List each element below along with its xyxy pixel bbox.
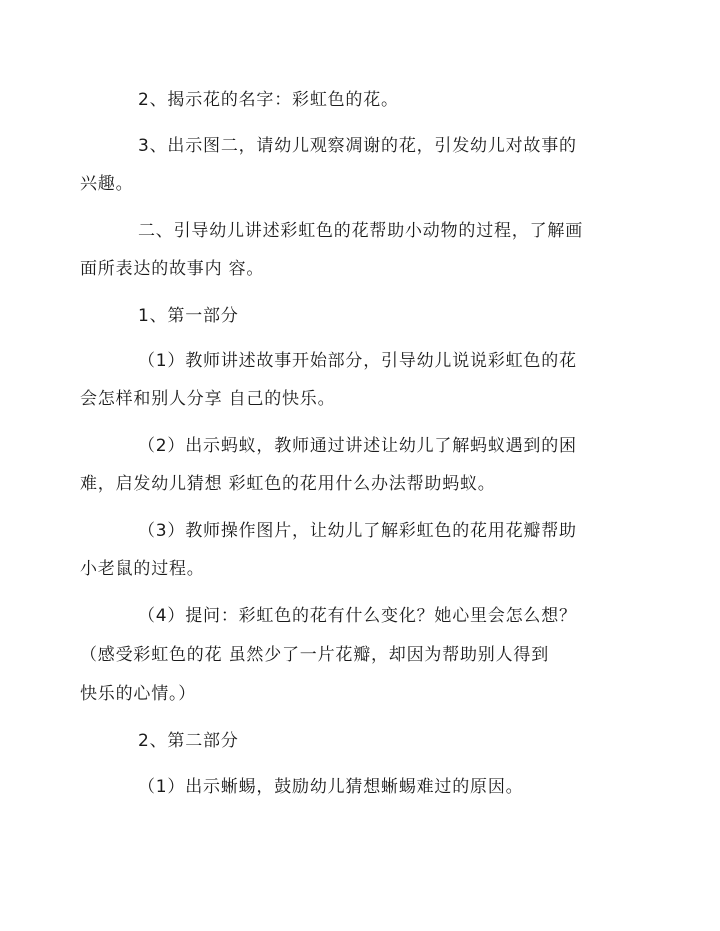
paragraph-line: （1）出示蜥蜴，鼓励幼儿猜想蜥蜴难过的原因。 <box>138 777 524 797</box>
paragraph-line: 难，启发幼儿猜想 彩虹色的花用什么办法帮助蚂蚁。 <box>80 474 496 494</box>
paragraph-line: 3、出示图二，请幼儿观察凋谢的花，引发幼儿对故事的 <box>138 136 577 156</box>
paragraph-line: 2、揭示花的名字：彩虹色的花。 <box>138 90 399 110</box>
paragraph-line: 二、引导幼儿讲述彩虹色的花帮助小动物的过程，了解画 <box>138 221 583 241</box>
section-heading: 1、第一部分 <box>138 306 239 326</box>
paragraph-line: 兴趣。 <box>80 174 134 194</box>
paragraph-line: （感受彩虹色的花 虽然少了一片花瓣，却因为帮助别人得到 <box>80 645 550 665</box>
paragraph-line: 面所表达的故事内 容。 <box>80 259 265 279</box>
section-heading: 2、第二部分 <box>138 731 239 751</box>
paragraph-line: 会怎样和别人分享 自己的快乐。 <box>80 389 336 409</box>
paragraph-line: （4）提问：彩虹色的花有什么变化？她心里会怎么想？ <box>138 606 577 626</box>
paragraph-line: 快乐的心情。） <box>80 684 197 704</box>
paragraph-line: （2）出示蚂蚁，教师通过讲述让幼儿了解蚂蚁遇到的困 <box>138 436 577 456</box>
paragraph-line: （3）教师操作图片，让幼儿了解彩虹色的花用花瓣帮助 <box>138 521 577 541</box>
paragraph-line: 小老鼠的过程。 <box>80 559 205 579</box>
paragraph-line: （1）教师讲述故事开始部分，引导幼儿说说彩虹色的花 <box>138 351 577 371</box>
